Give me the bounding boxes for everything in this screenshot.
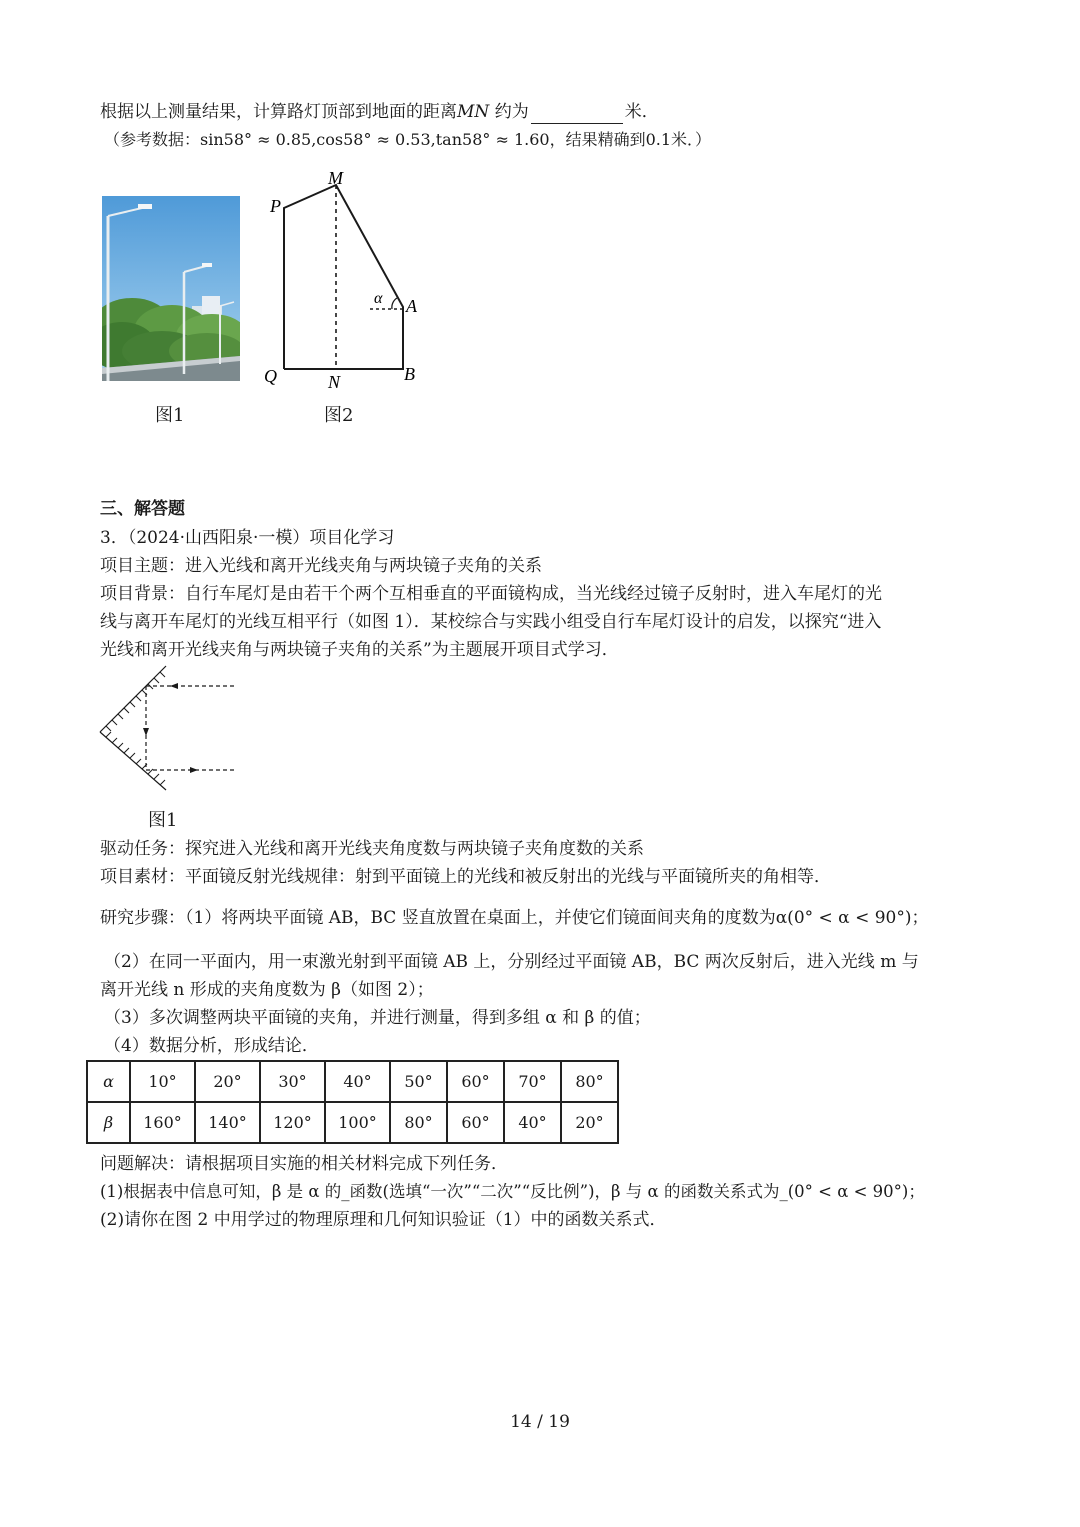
beta-cell: 140° [195, 1102, 260, 1143]
driving-task: 驱动任务：探究进入光线和离开光线夹角度数与两块镜子夹角度数的关系 [100, 839, 644, 859]
label-M: M [328, 168, 343, 188]
label-P: P [270, 196, 281, 216]
alpha-cell: 10° [130, 1061, 195, 1102]
street-lamp-photo [102, 196, 240, 381]
answer-text: 根据以上测量结果，计算路灯顶部到地面的距离 [100, 102, 457, 122]
label-Q: Q [264, 366, 277, 386]
beta-cell: 80° [390, 1102, 447, 1143]
question-1: (1)根据表中信息可知，β 是 α 的_函数(选填“一次”“二次”“反比例”)，β 与 α 的函数关系式为_(0° < α < 90°)； [100, 1182, 925, 1201]
reference-data: （参考数据：sin58° ≈ 0.85,cos58° ≈ 0.53,tan58° ≈ 1.60，结果精确到0.1米．） [104, 130, 712, 149]
answer-var: MN [457, 102, 490, 122]
row-label-alpha: α [87, 1061, 130, 1102]
table-row-beta [87, 1102, 618, 1143]
research-step-2-line-1: （2）在同一平面内，用一束激光射到平面镜 AB 上，分别经过平面镜 AB，BC 两次反射后，进入光线 m 与 [104, 952, 919, 972]
answer-mid: 约为 [489, 102, 529, 122]
reflection-figure-caption: 图1 [148, 810, 178, 831]
research-step-4: （4）数据分析，形成结论． [104, 1036, 319, 1056]
label-N: N [328, 372, 341, 392]
label-A: A [406, 296, 417, 316]
alpha-cell: 60° [447, 1061, 504, 1102]
label-alpha: α [374, 290, 383, 307]
figure-2-caption: 图2 [324, 405, 354, 426]
alpha-cell: 70° [504, 1061, 561, 1102]
project-background-1: 项目背景：自行车尾灯是由若干个两个互相垂直的平面镜构成，当光线经过镜子反射时，进入车尾灯的光 [100, 584, 882, 604]
lamp-geometry-diagram [258, 162, 428, 392]
project-material: 项目素材：平面镜反射光线规律：射到平面镜上的光线和被反射出的光线与平面镜所夹的角相等． [100, 867, 831, 887]
answer-blank[interactable] [531, 105, 623, 124]
alpha-cell: 80° [561, 1061, 618, 1102]
answer-line [100, 100, 659, 124]
beta-cell: 120° [260, 1102, 325, 1143]
section-heading: 三、解答题 [100, 499, 185, 519]
label-B: B [404, 364, 415, 384]
alpha-cell: 50° [390, 1061, 447, 1102]
answer-unit: 米． [624, 102, 659, 122]
question-2: (2)请你在图 2 中用学过的物理原理和几何知识验证（1）中的函数关系式． [100, 1210, 667, 1230]
research-step-1: 研究步骤：（1）将两块平面镜 AB，BC 竖直放置在桌面上，并使它们镜面间夹角的度数为α(0° < α < 90°)； [100, 908, 929, 928]
project-background-2: 线与离开车尾灯的光线互相平行（如图 1）．某校综合与实践小组受自行车尾灯设计的启发，以探究“进入 [100, 612, 882, 632]
alpha-cell: 20° [195, 1061, 260, 1102]
project-background-3: 光线和离开光线夹角与两块镜子夹角的关系”为主题展开项目式学习． [100, 640, 619, 660]
problem-intro: 3．（2024·山西阳泉·一模）项目化学习 [100, 528, 395, 548]
beta-cell: 20° [561, 1102, 618, 1143]
project-theme: 项目主题：进入光线和离开光线夹角与两块镜子夹角的关系 [100, 556, 542, 576]
figure-1-caption: 图1 [155, 405, 185, 426]
beta-cell: 40° [504, 1102, 561, 1143]
table-row-alpha [87, 1061, 618, 1102]
problem-solve: 问题解决：请根据项目实施的相关材料完成下列任务． [100, 1154, 508, 1174]
alpha-cell: 30° [260, 1061, 325, 1102]
beta-cell: 60° [447, 1102, 504, 1143]
row-label-beta: β [87, 1102, 130, 1143]
research-step-2-line-2: 离开光线 n 形成的夹角度数为 β（如图 2）； [100, 980, 434, 1000]
alpha-cell: 40° [325, 1061, 390, 1102]
beta-cell: 160° [130, 1102, 195, 1143]
alpha-beta-table [86, 1060, 619, 1144]
beta-cell: 100° [325, 1102, 390, 1143]
page-number: 14 / 19 [510, 1412, 570, 1432]
mirror-reflection-diagram [94, 662, 244, 794]
research-step-3: （3）多次调整两块平面镜的夹角，并进行测量，得到多组 α 和 β 的值； [104, 1008, 651, 1028]
